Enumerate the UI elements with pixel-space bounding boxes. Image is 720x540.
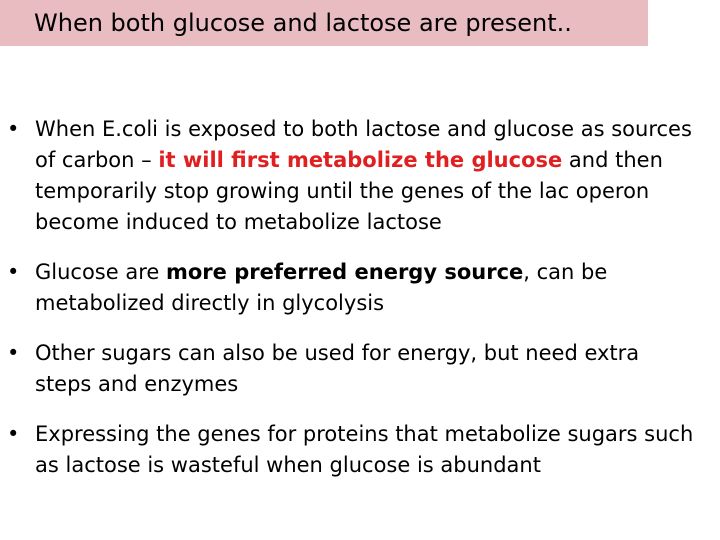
bullet-item-1 <box>0 114 720 238</box>
bullet-dot-icon: • <box>7 422 20 446</box>
slide-title: When both glucose and lactose are present.. <box>34 9 572 37</box>
bullet-1-text-start: When E.coli is exposed to both lactose and glucose as sources of carbon – <box>35 117 692 172</box>
bullet-item-4 <box>0 419 720 481</box>
bullet-2-emphasis: more preferred energy source <box>165 260 524 284</box>
bullet-1-emphasis: it will first metabolize the glucose <box>158 148 563 172</box>
bullet-dot-icon: • <box>7 117 20 141</box>
bullet-item-3 <box>0 338 720 400</box>
title-band <box>0 0 648 46</box>
bullet-item-2 <box>0 257 720 319</box>
bullet-1-text-end: and then temporarily stop growing until the genes of the lac operon become induced to metabolize lactose <box>35 148 663 234</box>
bullet-2-text-end: , can be metabolized directly in glycolysis <box>35 260 608 315</box>
bullet-dot-icon: • <box>7 260 20 284</box>
bullet-dot-icon: • <box>7 341 20 365</box>
bullet-3-text: Other sugars can also be used for energy, but need extra steps and enzymes <box>35 341 640 396</box>
bullet-list <box>0 114 720 500</box>
bullet-4-text: Expressing the genes for proteins that metabolize sugars such as lactose is wasteful when glucose is abundant <box>35 422 694 477</box>
bullet-2-text-start: Glucose are <box>35 260 166 284</box>
